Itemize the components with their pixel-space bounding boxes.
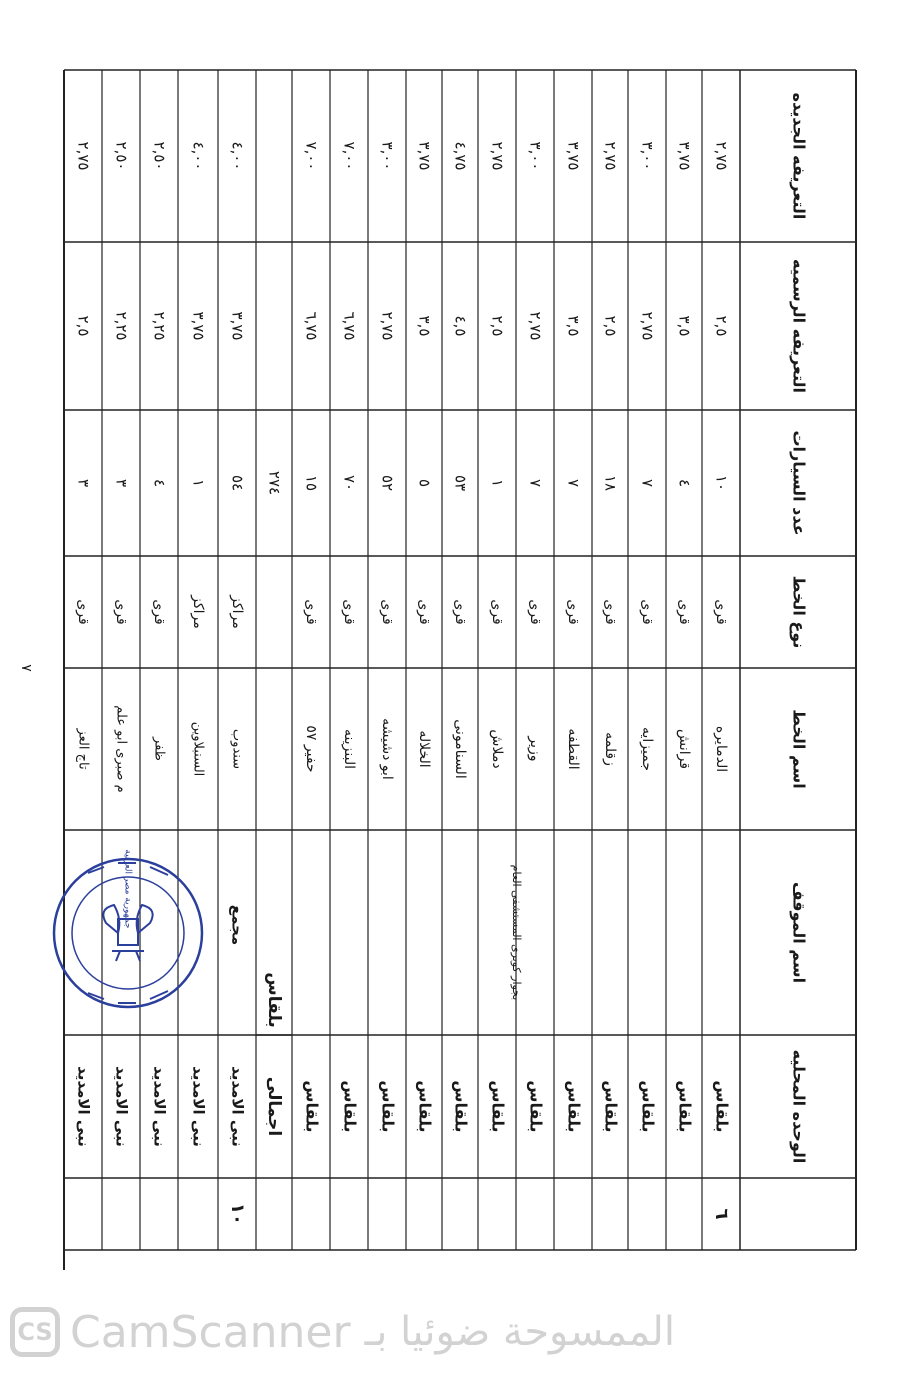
cell-official: ٦,٧٥ bbox=[340, 311, 359, 341]
cell-count: ٧ bbox=[638, 478, 657, 488]
cell-type: قرى bbox=[452, 599, 468, 625]
cell-unit: بلقاس bbox=[378, 1080, 398, 1133]
cell-new: ٣,٧٥ bbox=[415, 141, 434, 171]
official-seal bbox=[54, 849, 202, 1007]
cell-line-2: ظفر bbox=[151, 736, 167, 762]
column-header-location: اسم الموقف bbox=[789, 881, 809, 984]
cell-new: ٢,٧٥ bbox=[601, 141, 620, 171]
cell-official: ٣,٥ bbox=[675, 315, 694, 337]
cell-type: قرى bbox=[602, 599, 618, 625]
cell-line-2: سندوب bbox=[229, 728, 245, 770]
total-label: اجمالى bbox=[264, 1076, 284, 1137]
cell-unit: بلقاس bbox=[564, 1080, 584, 1133]
cell-line-2: تاج العز bbox=[75, 728, 91, 770]
cell-type: قرى bbox=[713, 599, 729, 625]
cell-unit: بلقاس bbox=[302, 1080, 322, 1133]
cell-count-2: ٣ bbox=[112, 478, 131, 488]
cell-line: ابو دشيشه bbox=[379, 718, 395, 780]
cell-unit: بلقاس bbox=[526, 1080, 546, 1133]
total-unit: بلقاس bbox=[264, 972, 284, 1028]
camscanner-logo: CS bbox=[10, 1307, 60, 1357]
cell-count: ٥٢ bbox=[378, 474, 397, 492]
cell-new: ٧,٠٠ bbox=[340, 141, 359, 171]
cell-unit-2: نبى الامديد bbox=[189, 1066, 208, 1147]
cell-count-2: ٣ bbox=[74, 478, 93, 488]
cell-type: قرى bbox=[676, 599, 692, 625]
cell-unit-2: نبى الامديد bbox=[74, 1066, 93, 1147]
cell-line: الخلاله bbox=[416, 730, 432, 768]
cell-official-2: ٢,٢٥ bbox=[112, 311, 131, 341]
cell-unit: بلقاس bbox=[675, 1080, 695, 1133]
cell-unit: بلقاس bbox=[451, 1080, 471, 1133]
column-header-unit: الوحده المحليه bbox=[789, 1049, 809, 1164]
camscanner-brand: CamScanner bbox=[70, 1306, 351, 1358]
cell-type-2: مراكز bbox=[229, 595, 245, 629]
cell-new-2: ٢,٥٠ bbox=[112, 141, 131, 171]
cell-line: حفير ٥٧ bbox=[303, 725, 319, 773]
cell-count: ٥ bbox=[415, 478, 434, 488]
cell-line: الدمايره bbox=[713, 725, 729, 773]
cell-type: قرى bbox=[416, 599, 432, 625]
cell-count-2: ٤ bbox=[150, 478, 169, 488]
cell-count: ١٨ bbox=[601, 474, 620, 492]
cell-type-2: قرى bbox=[113, 599, 129, 625]
cell-unit: بلقاس bbox=[340, 1080, 360, 1133]
cell-official: ٢,٥ bbox=[601, 315, 620, 337]
cell-count: ٧ bbox=[564, 478, 583, 488]
cell-unit: بلقاس bbox=[415, 1080, 435, 1133]
row-serial-number: ٦ bbox=[711, 1208, 732, 1220]
cell-line: وزير bbox=[527, 736, 543, 762]
cell-official: ٢,٧٥ bbox=[378, 311, 397, 341]
group-location: مجمع bbox=[228, 904, 247, 946]
cell-line: القطفه bbox=[565, 728, 581, 770]
cell-unit: بلقاس bbox=[712, 1080, 732, 1133]
cell-unit: بلقاس bbox=[601, 1080, 621, 1133]
cell-new: ٣,٠٠ bbox=[526, 141, 545, 171]
cell-new: ٣,٧٥ bbox=[675, 141, 694, 171]
group-number: ١٠ bbox=[227, 1203, 248, 1225]
cell-count: ٥٣ bbox=[451, 474, 470, 492]
column-header-line: اسم الخط bbox=[789, 709, 809, 789]
cell-unit: بلقاس bbox=[488, 1080, 508, 1133]
cell-line: جميزايه bbox=[639, 727, 655, 771]
cell-type: قرى bbox=[639, 599, 655, 625]
cell-new-2: ٢,٧٥ bbox=[74, 141, 93, 171]
cell-official: ٢,٧٥ bbox=[526, 311, 545, 341]
cell-count: ١ bbox=[488, 478, 507, 488]
cell-new: ٣,٧٥ bbox=[564, 141, 583, 171]
column-header-official: التعريفه الرسميه bbox=[789, 259, 809, 393]
cell-line: البنزينه bbox=[341, 729, 357, 769]
cell-new: ٢,٧٥ bbox=[712, 141, 731, 171]
cell-count: ١٠ bbox=[712, 474, 731, 492]
cell-count: ٧ bbox=[526, 478, 545, 488]
cell-count: ١٥ bbox=[302, 474, 321, 492]
cell-type: قرى bbox=[527, 599, 543, 625]
cell-line: قرانش bbox=[676, 728, 692, 770]
cell-type-2: قرى bbox=[151, 599, 167, 625]
cell-new: ٣,٠٠ bbox=[378, 141, 397, 171]
column-header-count: عدد السيارات bbox=[789, 430, 809, 536]
cell-new: ٤,٧٥ bbox=[451, 141, 470, 171]
cell-type-2: قرى bbox=[75, 599, 91, 625]
cell-type: قرى bbox=[341, 599, 357, 625]
cell-official: ٣,٥ bbox=[564, 315, 583, 337]
cell-line: دملاش bbox=[489, 729, 505, 769]
cell-type-2: مراكز bbox=[190, 595, 206, 629]
cell-type: قرى bbox=[489, 599, 505, 625]
cell-new-2: ٤,٠٠ bbox=[189, 141, 208, 171]
cell-line-2: م صبرى ابو علم bbox=[113, 705, 129, 793]
stamp-text: جمهورية مصر العربية bbox=[122, 849, 133, 929]
cell-unit: بلقاس bbox=[638, 1080, 658, 1133]
cell-new: ٢,٧٥ bbox=[488, 141, 507, 171]
cell-new: ٣,٠٠ bbox=[638, 141, 657, 171]
cell-official-2: ٢,٥ bbox=[74, 315, 93, 337]
page-number: ٧ bbox=[17, 664, 34, 672]
cell-official: ٤,٥ bbox=[451, 315, 470, 337]
total-count: ٢٧٤ bbox=[265, 470, 284, 496]
cell-count-2: ١ bbox=[189, 478, 208, 488]
column-header-new: التعريفه الجديده bbox=[789, 92, 809, 220]
cell-type: قرى bbox=[565, 599, 581, 625]
cell-new-2: ٤,٠٠ bbox=[228, 141, 247, 171]
cell-line-2: السنبلاوين bbox=[190, 721, 206, 777]
cell-unit-2: نبى الامديد bbox=[150, 1066, 169, 1147]
cell-unit-2: نبى الامديد bbox=[112, 1066, 131, 1147]
cell-official: ٢,٧٥ bbox=[638, 311, 657, 341]
location-note: بجوار كوبرى المستشفى العام bbox=[510, 864, 523, 1001]
camscanner-caption: الممسوحة ضوئيا بـ bbox=[364, 1309, 675, 1355]
cell-unit-2: نبى الامديد bbox=[228, 1066, 247, 1147]
cell-count: ٤ bbox=[675, 478, 694, 488]
cell-official-2: ٢,٢٥ bbox=[150, 311, 169, 341]
cell-official-2: ٣,٧٥ bbox=[228, 311, 247, 341]
cell-line: زقلمه bbox=[602, 732, 618, 766]
cell-official: ٦,٧٥ bbox=[302, 311, 321, 341]
cell-new-2: ٢,٥٠ bbox=[150, 141, 169, 171]
camscanner-watermark bbox=[10, 1300, 750, 1364]
cell-official: ٢,٥ bbox=[488, 315, 507, 337]
cell-count: ٧٠ bbox=[340, 474, 359, 492]
cell-line: السنامونى bbox=[452, 719, 468, 779]
column-header-type: نوع الخط bbox=[789, 575, 809, 649]
cell-type: قرى bbox=[303, 599, 319, 625]
cell-new: ٧,٠٠ bbox=[302, 141, 321, 171]
cell-official: ٣,٥ bbox=[415, 315, 434, 337]
cell-official-2: ٣,٧٥ bbox=[189, 311, 208, 341]
cell-count-2: ٥٤ bbox=[228, 474, 247, 492]
cell-type: قرى bbox=[379, 599, 395, 625]
cell-official: ٢,٥ bbox=[712, 315, 731, 337]
